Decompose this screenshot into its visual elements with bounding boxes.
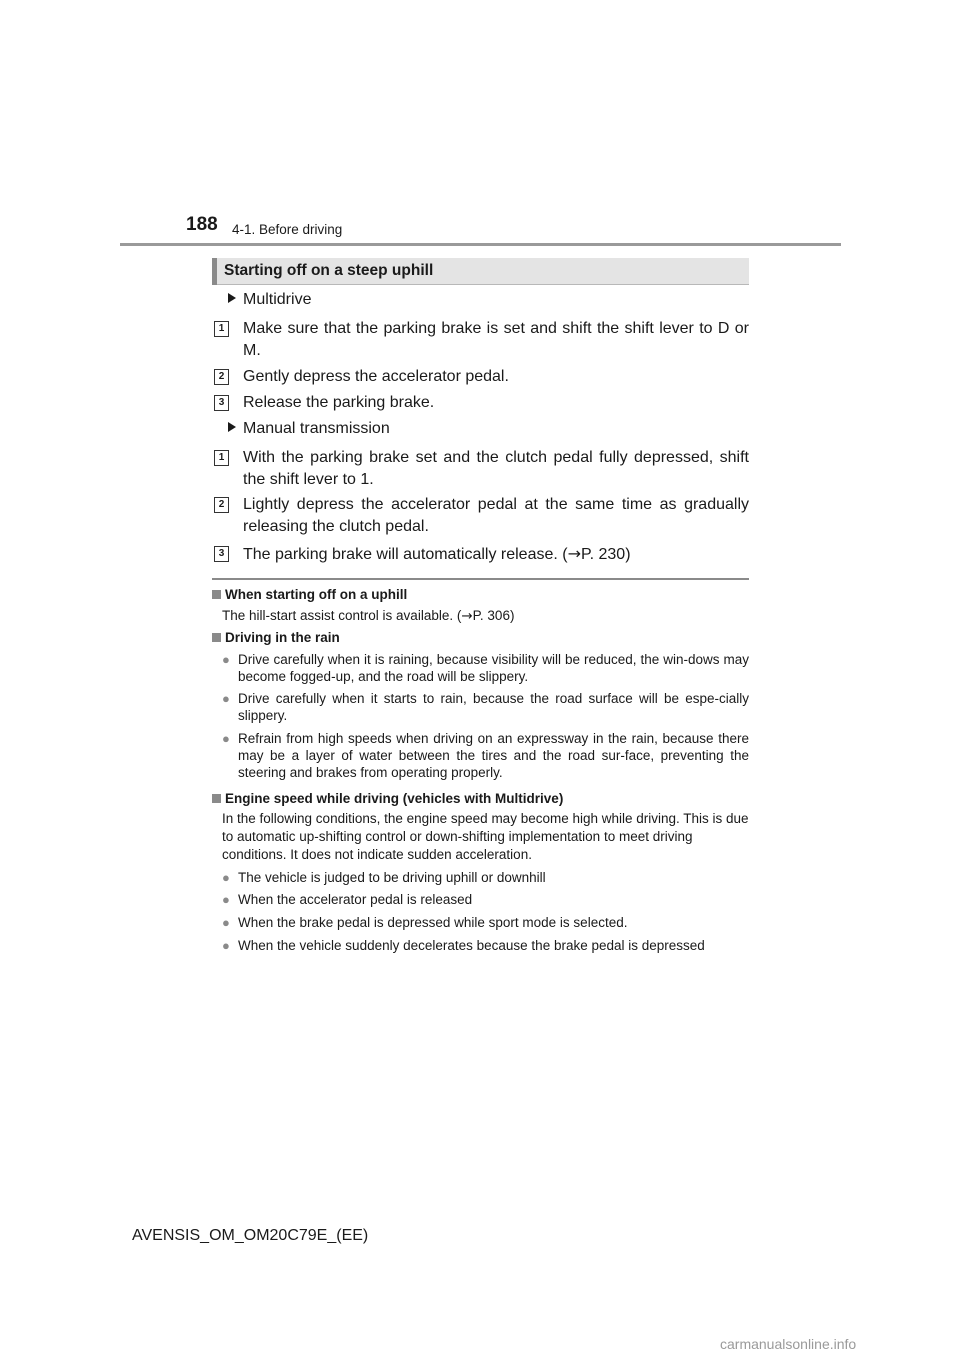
triangle-bullet-icon [228,422,236,432]
note-bullet-text: Drive carefully when it starts to rain, because the road surface will be espe-cially slippery. [238,691,749,723]
arrow-right-icon: → [567,544,581,563]
circle-bullet-icon: ● [222,731,230,746]
circle-bullet-icon: ● [222,870,230,885]
step-text: The parking brake will automatically release. (→P. 230) [243,544,631,563]
note-heading: Engine speed while driving (vehicles with Multidrive) [212,791,563,806]
note-bullet-text: Refrain from high speeds when driving on an expressway in the rain, because there may be a layer of water between the tires and the road sur-face, preventing the steering and brakes from operating properly. [238,731,749,780]
note-heading: Driving in the rain [212,630,340,645]
note-bullet-text: When the brake pedal is depressed while sport mode is selected. [238,915,628,930]
section-heading-bar [212,258,217,285]
chapter-title: 4-1. Before driving [232,222,343,237]
step-number: 3 [214,546,229,562]
subheading-manual-transmission [228,420,390,438]
square-bullet-icon [212,633,221,642]
circle-bullet-icon: ● [222,652,230,667]
note-text: The hill-start assist control is available. (→P. 306) [222,608,515,624]
subheading-label: Manual transmission [243,420,390,437]
step-text: With the parking brake set and the clutch pedal fully depressed, shift the shift lever to 1. [243,449,749,488]
step-text: Gently depress the accelerator pedal. [243,368,509,385]
step-text: Lightly depress the accelerator pedal at the same time as gradually releasing the clutch pedal. [243,496,749,535]
note-heading: When starting off on a uphill [212,587,407,602]
square-bullet-icon [212,794,221,803]
triangle-bullet-icon [228,293,236,303]
square-bullet-icon [212,590,221,599]
arrow-right-icon: → [461,608,473,624]
step-number: 3 [214,395,229,411]
step-number: 1 [214,321,229,337]
circle-bullet-icon: ● [222,915,230,930]
watermark-site: carmanualsonline.info [720,1336,857,1352]
step-text: Make sure that the parking brake is set and shift the shift lever to D or M. [243,320,749,359]
page-number: 188 [186,214,218,235]
note-bullet-text: The vehicle is judged to be driving uphill or downhill [238,870,546,885]
circle-bullet-icon: ● [222,892,230,907]
step-number: 2 [214,369,229,385]
section-heading-box [212,258,749,285]
step-text: Release the parking brake. [243,394,435,411]
header-rule [120,243,841,246]
subheading-multidrive [228,291,311,309]
circle-bullet-icon: ● [222,938,230,953]
note-text: In the following conditions, the engine speed may become high while driving. This is due to automatic up-shifting control or down-shifting implementation to meet driving conditions. It does not indicate sudden acceleration. [222,811,749,862]
step-number: 2 [214,497,229,513]
note-bullet-text: Drive carefully when it is raining, because visibility will be reduced, the win-dows may become fogged-up, and the road will be slippery. [238,652,749,684]
notes-divider [212,578,749,580]
note-bullet-text: When the accelerator pedal is released [238,892,473,907]
circle-bullet-icon: ● [222,691,230,706]
subheading-label: Multidrive [243,291,312,308]
note-bullet-text: When the vehicle suddenly decelerates because the brake pedal is depressed [238,938,705,953]
document-code: AVENSIS_OM_OM20C79E_(EE) [132,1227,369,1244]
step-number: 1 [214,450,229,466]
section-heading-title: Starting off on a steep uphill [224,262,434,279]
